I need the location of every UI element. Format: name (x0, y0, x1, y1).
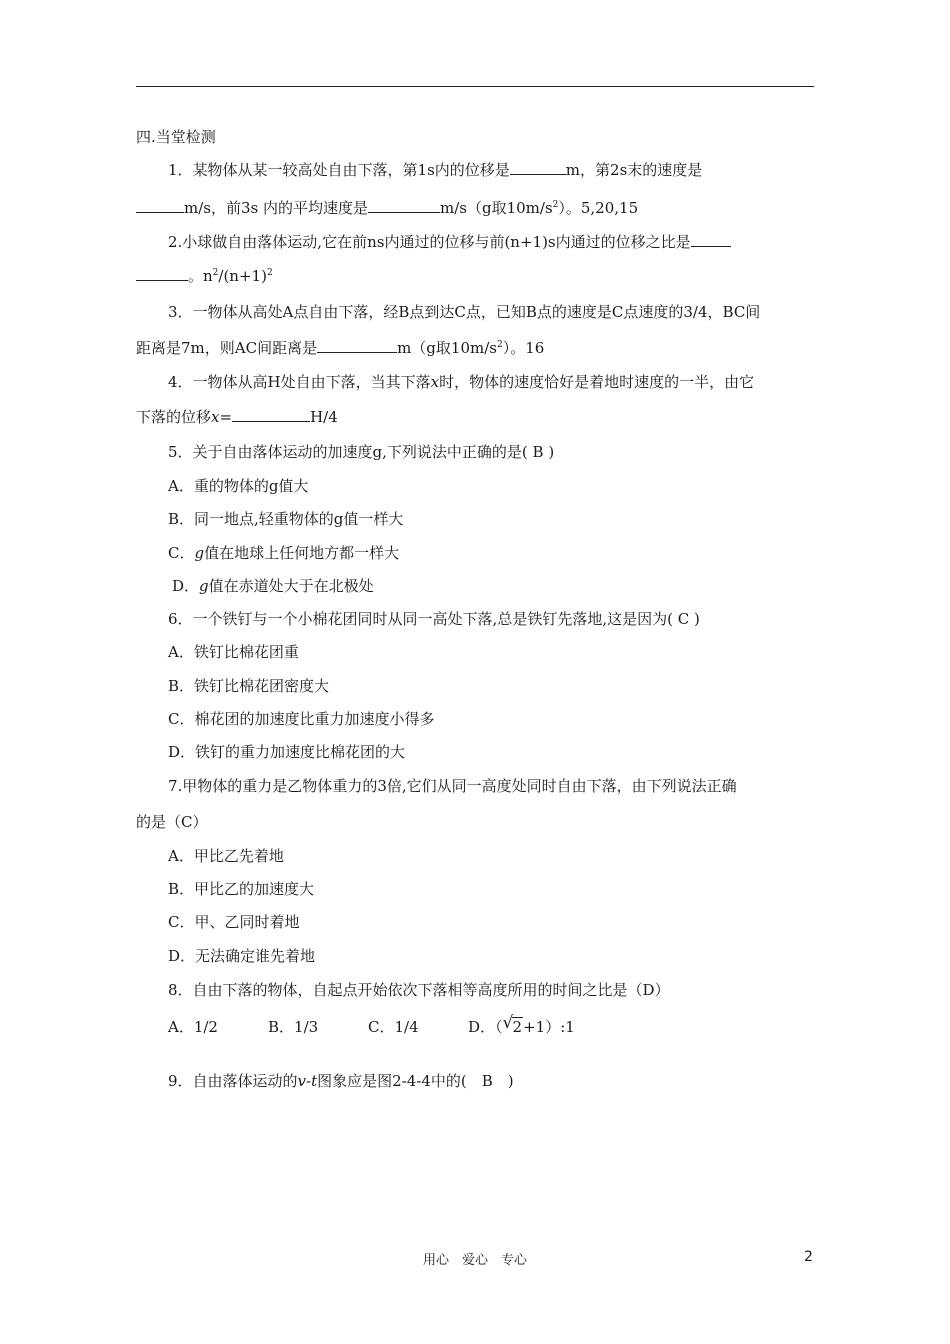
question-5-option-b: B．同一地点,轻重物体的g值一样大 (168, 510, 404, 528)
question-7-option-c: C．甲、乙同时着地 (168, 913, 300, 931)
question-1-line-1: 1．某物体从某一较高处自由下落，第1s内的位移是 m，第2s末的速度是 (168, 161, 703, 179)
question-5-option-a: A．重的物体的g值大 (168, 477, 309, 495)
question-4-line-1: 4．一物体从高H处自由下落，当其下落x时，物体的速度恰好是着地时速度的一半，由它 (168, 373, 755, 391)
question-3-line-2: 距离是7m，则AC间距离是 m（g取$10m/s^2$）。16 (136, 339, 545, 357)
question-9: 9．自由落体运动的v-t图象应是图2-4-4中的( B ) (168, 1072, 514, 1090)
question-6-option-b: B．铁钉比棉花团密度大 (168, 677, 330, 695)
question-7-line-1: 7.甲物体的重力是乙物体重力的3倍,它们从同一高度处同时自由下落，由下列说法正确 (168, 777, 737, 795)
question-5-stem: 5．关于自由落体运动的加速度g,下列说法中正确的是( B ) (168, 443, 555, 461)
question-1-line-2: m/s，前3s 内的平均速度是 m/s（g取$10m/s^2$）。5,20,15 (136, 198, 638, 218)
question-6-option-c: C．棉花团的加速度比重力加速度小得多 (168, 710, 435, 728)
question-7-option-d: D．无法确定谁先着地 (168, 947, 316, 965)
question-6-stem: 6．一个铁钉与一个小棉花团同时从同一高处下落,总是铁钉先落地,这是因为( C ) (168, 610, 700, 628)
radical-sign-icon: √ (502, 1013, 514, 1033)
page-number: 2 (804, 1249, 813, 1265)
question-8-option-a: A．1/2 (168, 1018, 218, 1036)
answer-blank (136, 266, 188, 281)
question-6-option-a: A．铁钉比棉花团重 (168, 643, 299, 661)
answer-blank (368, 198, 440, 213)
answer-blank (691, 232, 731, 247)
question-8-option-d: D．（ √ 2+1）:1 (468, 1013, 575, 1036)
answer-blank (232, 407, 310, 422)
square-root: √ 2 (502, 1013, 523, 1036)
question-6-option-d: D．铁钉的重力加速度比棉花团的大 (168, 743, 406, 761)
question-7-option-b: B．甲比乙的加速度大 (168, 880, 315, 898)
question-8-option-b: B．1/3 (268, 1018, 319, 1036)
question-2-line-1: 2.小球做自由落体运动,它在前ns内通过的位移与前(n+1)s内通过的位移之比是 (168, 232, 731, 252)
question-4-line-2: 下落的位移x= H/4 (136, 408, 338, 426)
answer-blank (510, 160, 566, 175)
question-7-line-2: 的是（C） (136, 813, 208, 831)
answer-blank (136, 198, 184, 213)
question-8-stem: 8．自由下落的物体，自起点开始依次下落相等高度所用的时间之比是（D） (168, 981, 670, 999)
answer-blank (317, 338, 397, 353)
question-8-option-c: C．1/4 (368, 1018, 419, 1036)
section-title: 四.当堂检测 (136, 128, 216, 146)
header-rule (136, 86, 814, 87)
question-5-option-c: C．g值在地球上任何地方都一样大 (168, 544, 400, 562)
question-2-line-2: 。$n^2/(n+1)^2$ (136, 266, 273, 286)
question-5-option-d: D．g值在赤道处大于在北极处 (172, 577, 374, 595)
question-7-option-a: A．甲比乙先着地 (168, 847, 284, 865)
page-footer: 用心 爱心 专心 (422, 1253, 527, 1268)
question-3-line-1: 3．一物体从高处A点自由下落，经B点到达C点，已知B点的速度是C点速度的3/4，BC间 (168, 303, 761, 321)
